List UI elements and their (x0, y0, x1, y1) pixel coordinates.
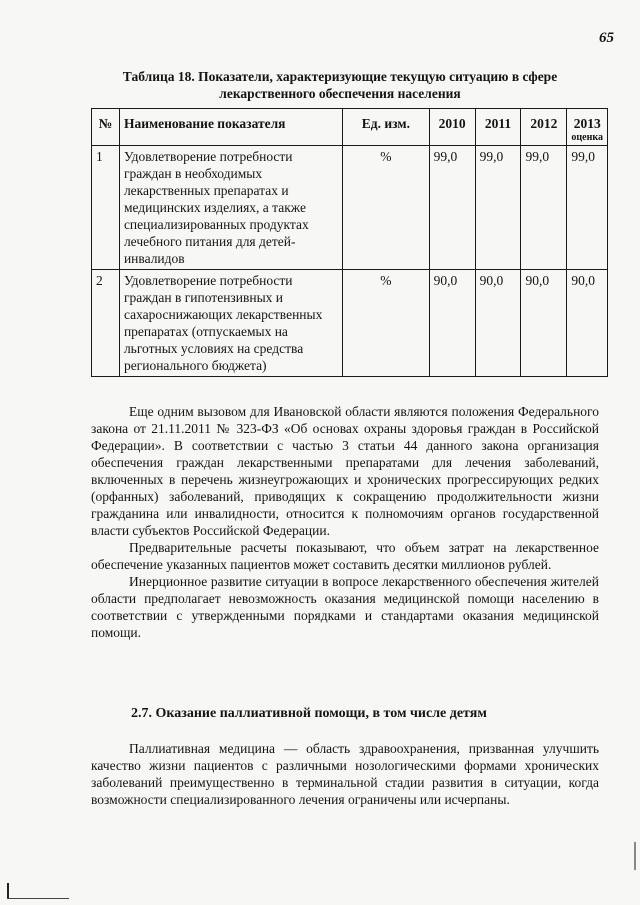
header-2012: 2012 (521, 109, 567, 146)
row-2010: 99,0 (429, 146, 475, 270)
table-row (92, 270, 608, 377)
table-caption: Таблица 18. Показатели, характеризующие текущую ситуацию в сфере лекарственного обеспечения населения (122, 69, 558, 101)
table-row (92, 146, 608, 270)
body-text (91, 403, 599, 641)
row-unit: % (343, 146, 430, 270)
scan-edge-mark (634, 842, 636, 870)
section-heading: 2.7. Оказание паллиативной помощи, в том числе детям (131, 706, 487, 721)
page-number: 65 (599, 30, 614, 46)
indicators-table (91, 108, 608, 377)
paragraph: Еще одним вызовом для Ивановской области являются положения Федерального закона от 21.11.2011 № 323-ФЗ «Об основах охраны здоровья граждан в Российской Федерации». В соответствии с частью 3 статьи 44 данного закона организация обеспечения граждан лекарственными препаратами для лечения заболеваний, включенных в перечень жизнеугрожающих и хронических прогрессирующих редких (орфанных) заболеваний, приводящих к сокращению продолжительности жизни гражданина или инвалидности, относится к полномочиям органов государственной власти субъектов Российской Федерации. (91, 404, 599, 538)
row-num: 1 (92, 146, 120, 270)
row-2013: 90,0 (567, 270, 608, 377)
row-name: Удовлетворение потребности граждан в необходимых лекарственных препаратах и медицинских изделиях, а также специализированных продуктах лечебного питания для детей-инвалидов (119, 146, 342, 270)
header-2013-year: 2013 (573, 116, 601, 131)
row-2012: 90,0 (521, 270, 567, 377)
table-header-row (92, 109, 608, 146)
row-2012: 99,0 (521, 146, 567, 270)
header-2011: 2011 (475, 109, 521, 146)
header-2013-note: оценка (571, 132, 603, 143)
row-2010: 90,0 (429, 270, 475, 377)
row-num: 2 (92, 270, 120, 377)
row-2013: 99,0 (567, 146, 608, 270)
header-2013 (567, 109, 608, 146)
paragraph: Инерционное развитие ситуации в вопросе лекарственного обеспечения жителей области предполагает невозможность оказания медицинской помощи населению в соответствии с утвержденными порядками и стандартами оказания медицинской помощи. (91, 574, 599, 640)
scan-corner-mark (7, 883, 9, 899)
header-2010: 2010 (429, 109, 475, 146)
paragraph: Паллиативная медицина — область здравоохранения, призванная улучшить качество жизни пациентов с различными нозологическими формами хронических заболеваний преимущественно в терминальной стадии развития в ситуации, когда возможности специализированного лечения ограничены или исчерпаны. (91, 741, 599, 807)
section-text (91, 740, 599, 808)
row-name: Удовлетворение потребности граждан в гипотензивных и сахароснижающих лекарственных препаратах (отпускаемых на льготных условиях на средства регионального бюджета) (119, 270, 342, 377)
header-num: № (92, 109, 120, 146)
header-unit: Ед. изм. (343, 109, 430, 146)
row-2011: 99,0 (475, 146, 521, 270)
paragraph: Предварительные расчеты показывают, что объем затрат на лекарственное обеспечение указанных пациентов может составить десятки миллионов рублей. (91, 540, 599, 572)
scan-corner-line (7, 898, 69, 899)
header-name: Наименование показателя (119, 109, 342, 146)
row-unit: % (343, 270, 430, 377)
row-2011: 90,0 (475, 270, 521, 377)
